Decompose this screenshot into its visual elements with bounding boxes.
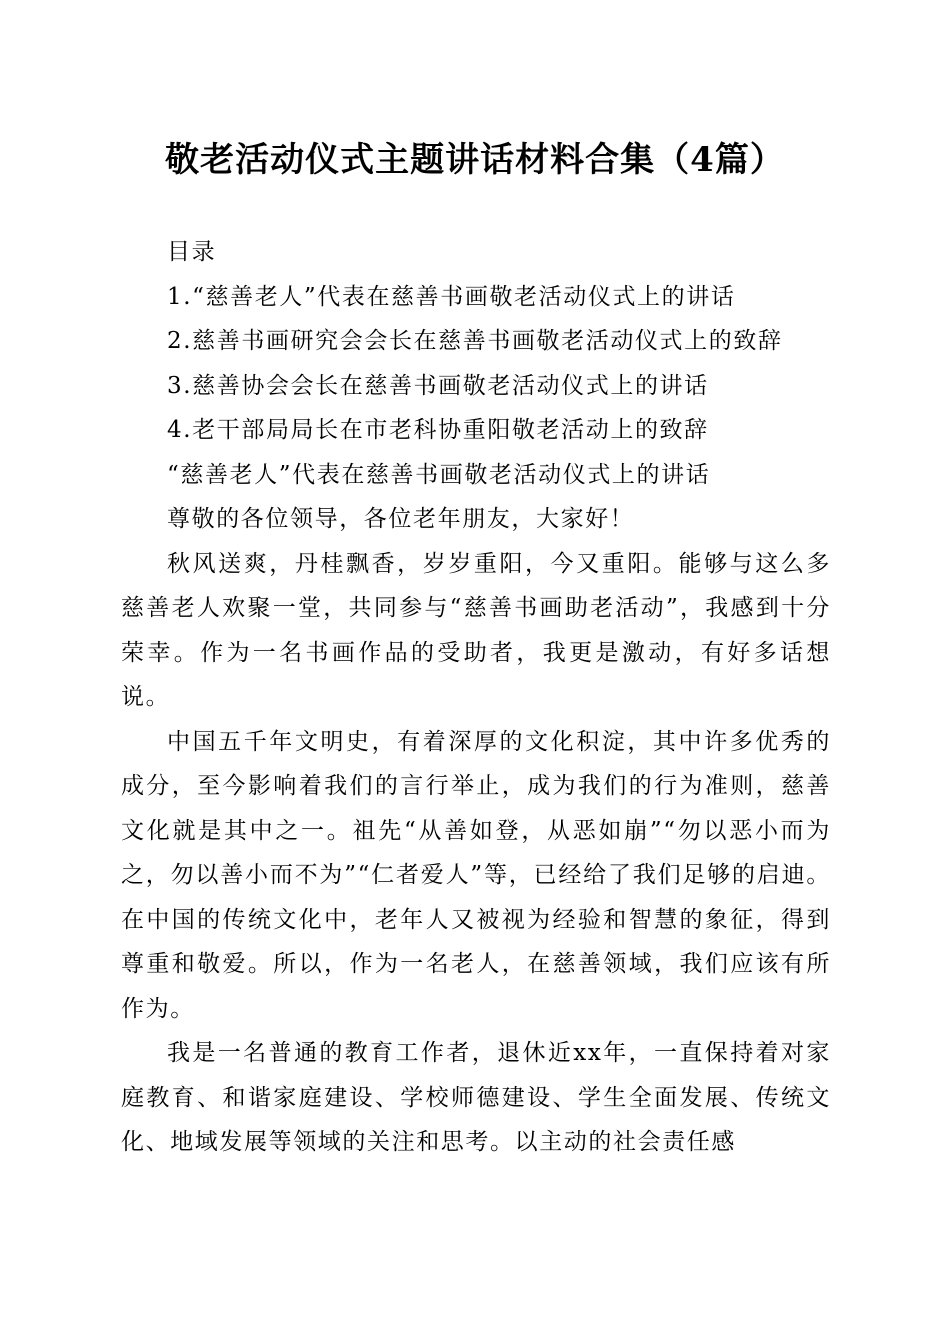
paragraph-3: 我是一名普通的教育工作者，退休近xx年，一直保持着对家庭教育、和谐家庭建设、学校师德建设、学生全面发展、传统文化、地域发展等领域的关注和思考。以主动的社会责任感 — [121, 1040, 831, 1155]
paragraph-2: 中国五千年文明史，有着深厚的文化积淀，其中许多优秀的成分，至今影响着我们的言行举止，成为我们的行为准则，慈善文化就是其中之一。祖先“从善如登，从恶如崩”“勿以恶小而为之，勿以善小而不为”“仁者爱人”等，已经给了我们足够的启迪。在中国的传统文化中，老年人又被视为经验和智慧的象征，得到尊重和敬爱。所以，作为一名老人，在慈善领域，我们应该有所作为。 — [121, 728, 831, 1022]
toc-item-2: 2.慈善书画研究会会长在慈善书画敬老活动仪式上的致辞 — [167, 328, 783, 354]
document-body — [121, 230, 831, 1165]
toc-heading: 目录 — [167, 239, 217, 265]
greeting: 尊敬的各位领导，各位老年朋友，大家好！ — [167, 506, 635, 532]
paragraph-1: 秋风送爽，丹桂飘香，岁岁重阳，今又重阳。能够与这么多慈善老人欢聚一堂，共同参与“慈善书画助老活动”，我感到十分荣幸。作为一名书画作品的受助者，我更是激动，有好多话想说。 — [121, 550, 831, 710]
toc-item-3: 3.慈善协会会长在慈善书画敬老活动仪式上的讲话 — [167, 372, 709, 399]
section-title: “慈善老人”代表在慈善书画敬老活动仪式上的讲话 — [167, 461, 711, 488]
toc-item-1: 1.“慈善老人”代表在慈善书画敬老活动仪式上的讲话 — [167, 283, 736, 310]
toc-item-4: 4.老干部局局长在市老科协重阳敬老活动上的致辞 — [167, 417, 709, 443]
document-title: 敬老活动仪式主题讲话材料合集（4篇） — [165, 140, 785, 180]
